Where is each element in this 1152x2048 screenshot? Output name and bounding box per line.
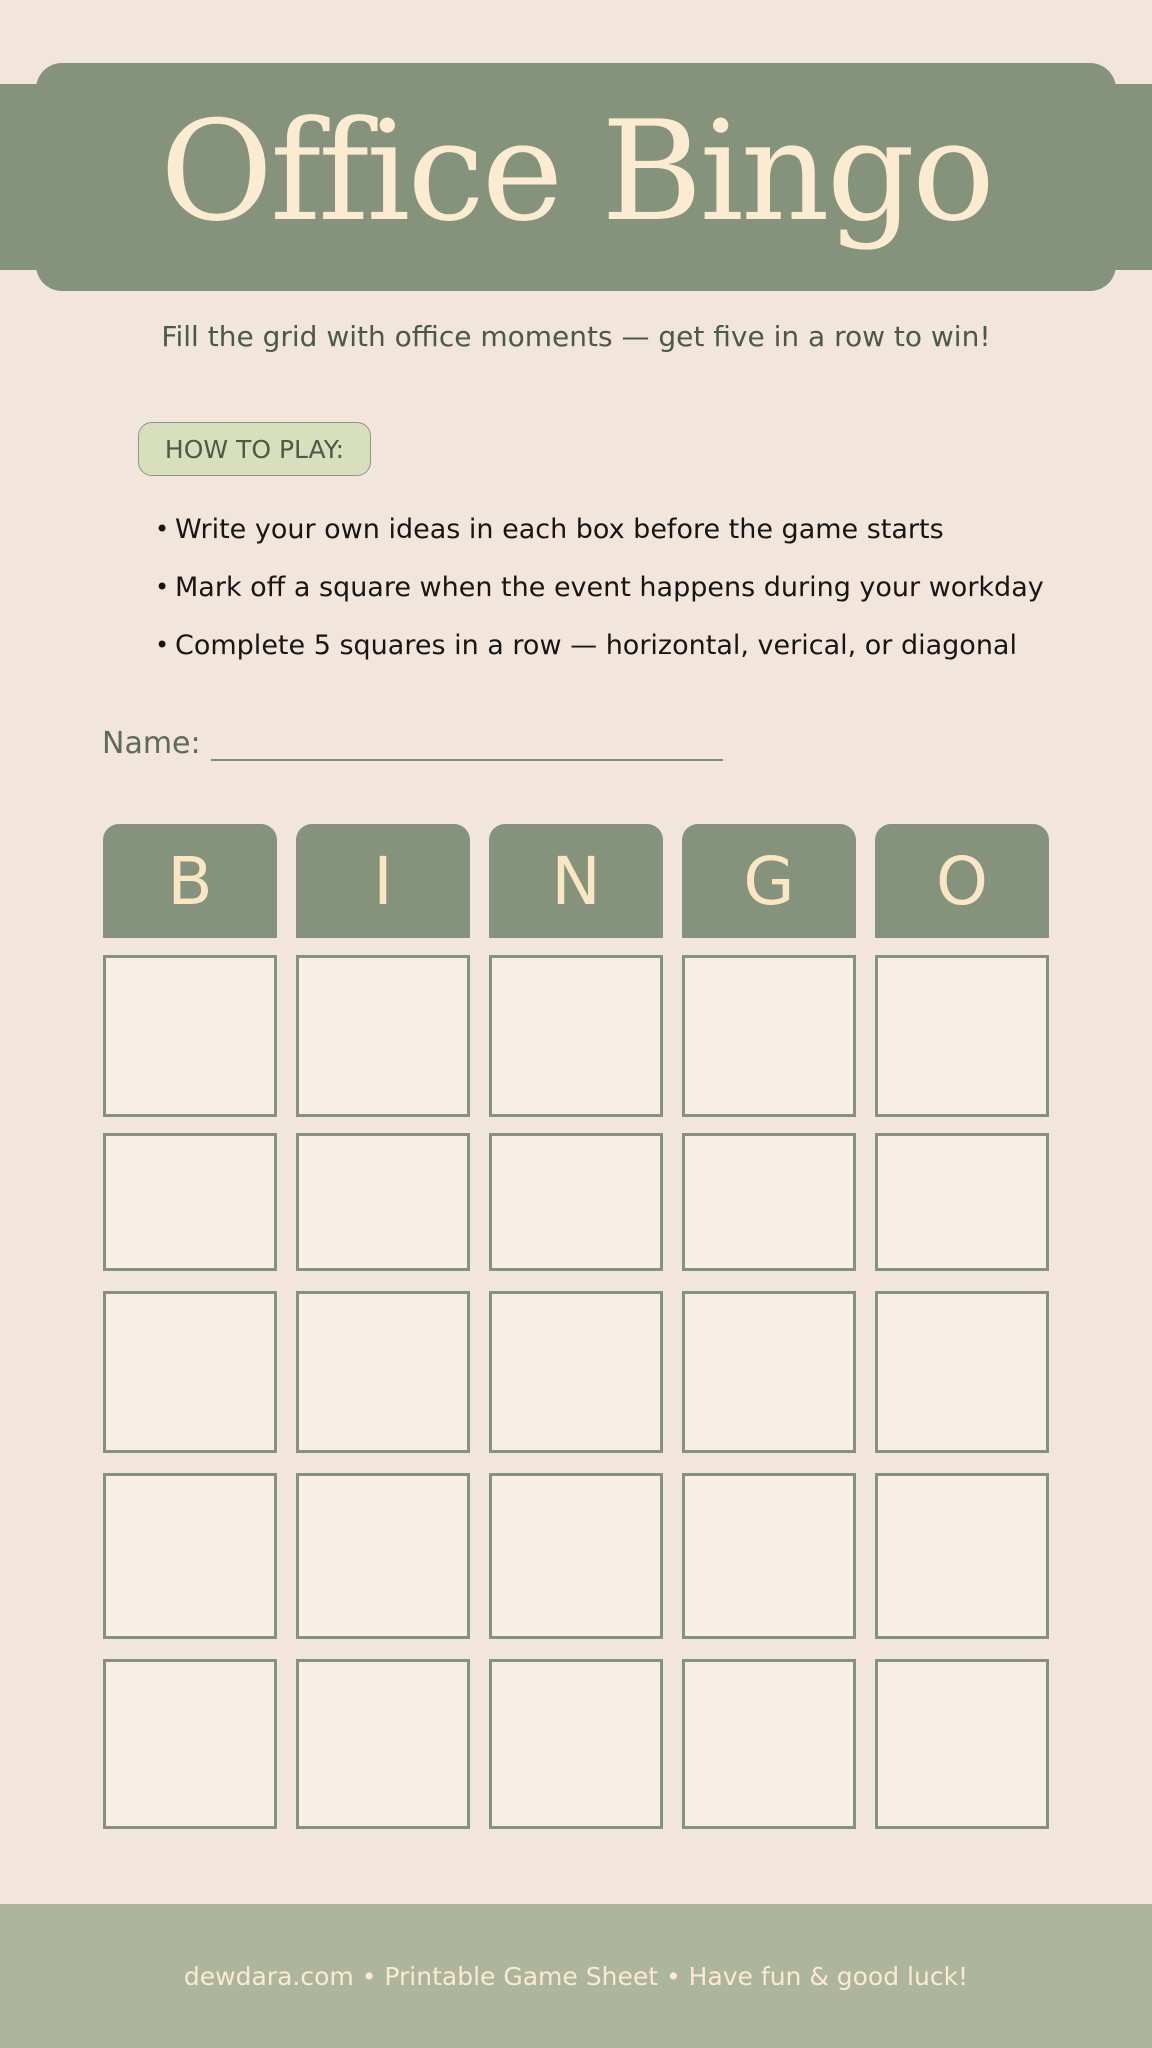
bingo-cell[interactable] <box>875 955 1049 1117</box>
bingo-cell[interactable] <box>682 955 856 1117</box>
name-field[interactable] <box>211 729 723 761</box>
rule-item <box>155 558 1044 616</box>
footer-text: dewdara.com • Printable Game Sheet • Have fun & good luck! <box>0 1904 1152 2048</box>
bingo-cell[interactable] <box>489 955 663 1117</box>
bingo-cell[interactable] <box>103 1473 277 1639</box>
rule-item <box>155 500 1044 558</box>
bingo-cell[interactable] <box>296 1291 470 1453</box>
name-row <box>102 726 723 761</box>
bingo-letter-o: O <box>875 824 1049 938</box>
bingo-cell[interactable] <box>875 1133 1049 1271</box>
bingo-cell[interactable] <box>875 1291 1049 1453</box>
rule-text: Write your own ideas in each box before the game starts <box>175 513 944 545</box>
bingo-cell[interactable] <box>103 1659 277 1829</box>
bingo-cell[interactable] <box>296 1133 470 1271</box>
bingo-cell[interactable] <box>682 1133 856 1271</box>
page-title: Office Bingo <box>159 91 993 252</box>
subtitle: Fill the grid with office moments — get five in a row to win! <box>161 320 991 353</box>
bullet-icon: • <box>155 573 170 601</box>
bingo-cell[interactable] <box>489 1291 663 1453</box>
header-banner <box>36 63 1116 291</box>
bingo-cell[interactable] <box>682 1291 856 1453</box>
bingo-cell[interactable] <box>296 955 470 1117</box>
rules-list <box>155 500 1044 674</box>
rule-text: Complete 5 squares in a row — horizontal, verical, or diagonal <box>175 629 1017 661</box>
bingo-cell[interactable] <box>489 1473 663 1639</box>
bingo-cell[interactable] <box>103 1133 277 1271</box>
bullet-icon: • <box>155 515 170 543</box>
bingo-cell[interactable] <box>875 1473 1049 1639</box>
bingo-cell[interactable] <box>682 1473 856 1639</box>
bingo-cell[interactable] <box>103 1291 277 1453</box>
bingo-cell[interactable] <box>296 1659 470 1829</box>
bingo-cell[interactable] <box>682 1659 856 1829</box>
how-to-play-badge: HOW TO PLAY: <box>138 422 371 476</box>
rule-text: Mark off a square when the event happens during your workday <box>175 571 1044 603</box>
bingo-letter-i: I <box>296 824 470 938</box>
bingo-letter-n: N <box>489 824 663 938</box>
name-label: Name: <box>102 726 201 761</box>
bullet-icon: • <box>155 631 170 659</box>
bingo-cell[interactable] <box>489 1133 663 1271</box>
bingo-letter-b: B <box>103 824 277 938</box>
bingo-cell[interactable] <box>875 1659 1049 1829</box>
bingo-letter-g: G <box>682 824 856 938</box>
bingo-cell[interactable] <box>489 1659 663 1829</box>
rule-item <box>155 616 1044 674</box>
bingo-cell[interactable] <box>296 1473 470 1639</box>
bingo-cell[interactable] <box>103 955 277 1117</box>
